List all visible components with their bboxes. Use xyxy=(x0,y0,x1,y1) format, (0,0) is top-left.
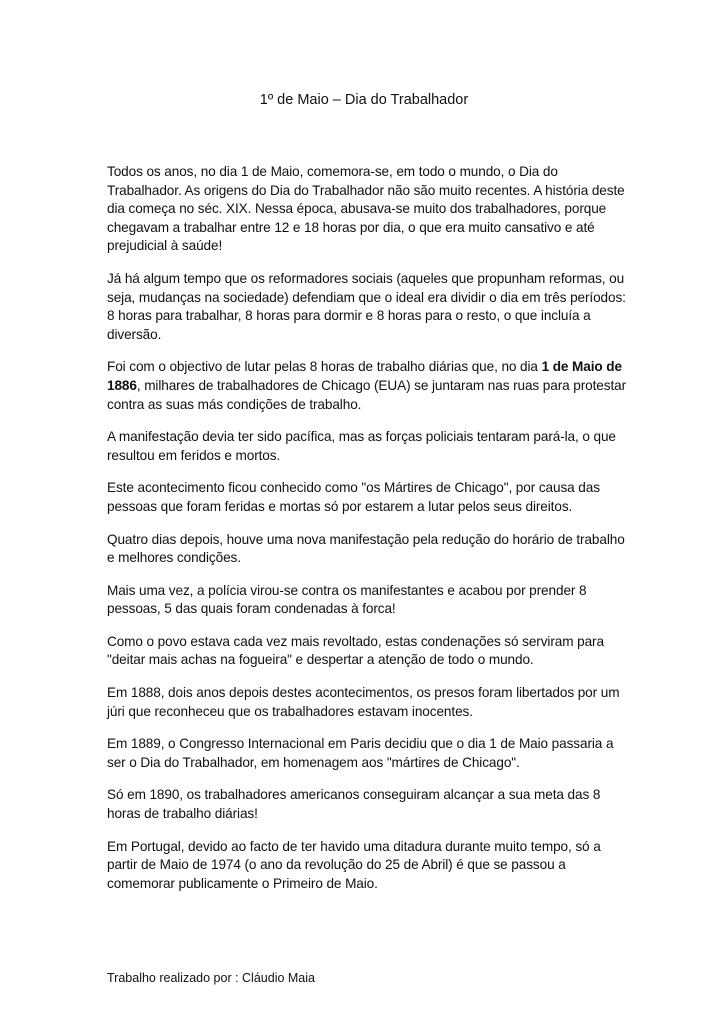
paragraph-12: Em Portugal, devido ao facto de ter havido uma ditadura durante muito tempo, só a partir de Maio de 1974 (o ano da revolução do 25 de Abril) é que se passou a comemorar publicamente o Primeiro de Maio. xyxy=(107,838,601,891)
paragraph-3 xyxy=(107,358,627,414)
document-footer: Trabalho realizado por : Cláudio Maia xyxy=(107,971,315,985)
paragraph-3-start: Foi com o objectivo de lutar pelas 8 horas de trabalho diárias que, no dia xyxy=(107,359,542,375)
paragraph-2: Já há algum tempo que os reformadores sociais (aqueles que propunham reformas, ou seja, mudanças na sociedade) defendiam que o ideal era dividir o dia em três períodos: 8 horas para trabalhar, 8 horas para dormir e 8 horas para o resto, o que incluía a diversão. xyxy=(107,270,626,342)
paragraph-1: Todos os anos, no dia 1 de Maio, comemora-se, em todo o mundo, o Dia do Trabalhador. As origens do Dia do Trabalhador não são muito recentes. A história deste dia começa no séc. XIX. Nessa época, abusava-se muito dos trabalhadores, porque chegavam a trabalhar entre 12 e 18 horas por dia, o que era muito cansativo e até prejudicial à saúde! xyxy=(107,164,625,254)
paragraph-10: Em 1889, o Congresso Internacional em Paris decidiu que o dia 1 de Maio passaria a ser o Dia do Trabalhador, em homenagem aos "mártires de Chicago". xyxy=(107,736,614,770)
paragraph-3-end: , milhares de trabalhadores de Chicago (EUA) se juntaram nas ruas para protestar contra as suas más condições de trabalho. xyxy=(107,377,627,412)
document-title: 1º de Maio – Dia do Trabalhador xyxy=(259,92,469,108)
paragraph-3-bold-date: 1 de Maio de 1886 xyxy=(107,359,622,393)
paragraph-5: Este acontecimento ficou conhecido como "os Mártires de Chicago", por causa das pessoas que foram feridas e mortas só por estarem a lutar pelos seus direitos. xyxy=(107,480,600,514)
paragraph-9: Em 1888, dois anos depois destes acontecimentos, os presos foram libertados por um júri que reconheceu que os trabalhadores estavam inocentes. xyxy=(107,685,620,719)
paragraph-11: Só em 1890, os trabalhadores americanos conseguiram alcançar a sua meta das 8 horas de trabalho diárias! xyxy=(107,787,601,822)
paragraph-6: Quatro dias depois, houve uma nova manifestação pela redução do horário de trabalho e melhores condições. xyxy=(107,531,625,566)
paragraph-4: A manifestação devia ter sido pacífica, mas as forças policiais tentaram pará-la, o que resultou em feridos e mortos. xyxy=(107,429,616,463)
document-body xyxy=(107,163,627,907)
paragraph-7: Mais uma vez, a polícia virou-se contra os manifestantes e acabou por prender 8 pessoas, 5 das quais foram condenadas à forca! xyxy=(107,582,587,617)
paragraph-8: Como o povo estava cada vez mais revoltado, estas condenações só serviram para "deitar mais achas na fogueira" e despertar a atenção de todo o mundo. xyxy=(107,633,604,668)
